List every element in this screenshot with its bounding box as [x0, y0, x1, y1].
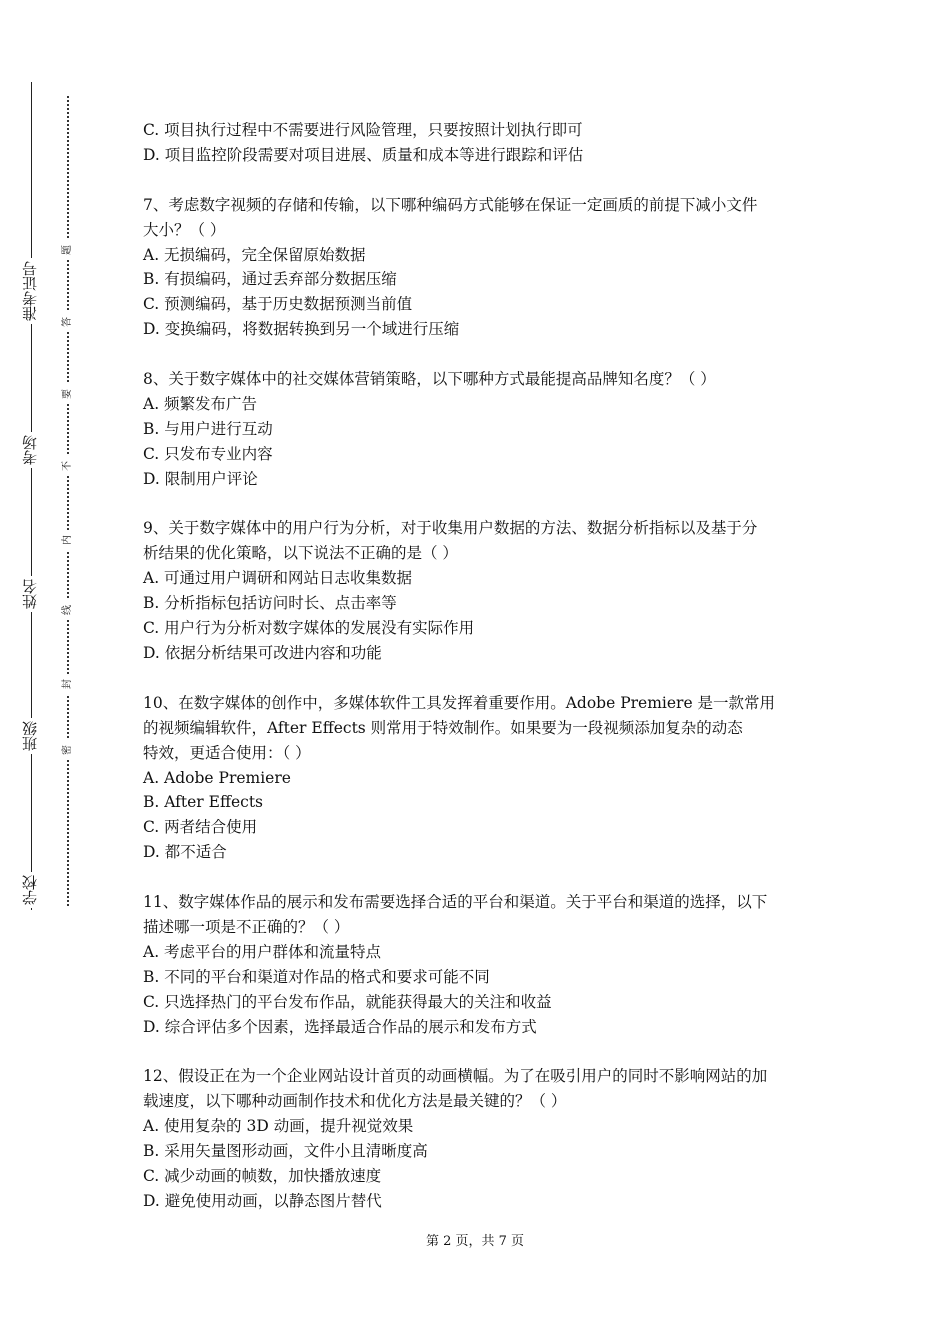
- question-12: [143, 1064, 813, 1213]
- question-stem: 载速度，以下哪种动画制作技术和优化方法是最关键的？（ ）: [143, 1092, 567, 1111]
- question-9: [143, 516, 813, 665]
- option-line: D. 限制用户评论: [143, 469, 258, 488]
- question-11: [143, 890, 813, 1039]
- option-line: B. 采用矢量图形动画，文件小且清晰度高: [143, 1142, 428, 1161]
- option-line: C. 用户行为分析对数字媒体的发展没有实际作用: [143, 619, 475, 638]
- question-stem: 大小？（ ）: [143, 220, 226, 239]
- option-line: A. 可通过用户调研和网站日志收集数据: [143, 569, 413, 588]
- margin-label-school: 学校: [22, 872, 44, 908]
- question-8: [143, 367, 813, 492]
- option-line: C. 预测编码，基于历史数据预测当前值: [143, 295, 413, 314]
- seal-char: 封: [62, 674, 74, 694]
- question-stem: 10、在数字媒体的创作中，多媒体软件工具发挥着重要作用。Adobe Premiere 是一款常用: [143, 693, 776, 712]
- question-content: [143, 118, 813, 1214]
- seal-char: 要: [62, 384, 74, 404]
- option-line: B. After Effects: [143, 793, 264, 812]
- seal-char: 不: [62, 456, 74, 476]
- question-stem: 的视频编辑软件，After Effects 则常用于特效制作。如果要为一段视频添加复杂的动态: [143, 718, 743, 737]
- margin-label-exam-number: 准考证号: [22, 258, 44, 324]
- question-stem: 11、数字媒体作品的展示和发布需要选择合适的平台和渠道。关于平台和渠道的选择，以下: [143, 893, 768, 912]
- seal-dotted-line: [67, 96, 69, 906]
- question-stem: 8、关于数字媒体中的社交媒体营销策略，以下哪种方式最能提高品牌知名度？（ ）: [143, 370, 716, 389]
- margin-label-name: 姓名: [22, 576, 44, 612]
- question-7: [143, 193, 813, 342]
- question-stem: 描述哪一项是不正确的？（ ）: [143, 917, 350, 936]
- option-line: C. 只发布专业内容: [143, 444, 273, 463]
- option-line: A. 无损编码，完全保留原始数据: [143, 245, 366, 264]
- option-line: D. 项目监控阶段需要对项目进展、质量和成本等进行跟踪和评估: [143, 145, 584, 164]
- question-10: [143, 691, 813, 865]
- option-line: B. 与用户进行互动: [143, 419, 273, 438]
- option-line: B. 分析指标包括访问时长、点击率等: [143, 594, 397, 613]
- binding-margin: [22, 82, 44, 910]
- seal-char: 内: [62, 530, 74, 550]
- seal-char: 答: [62, 312, 74, 332]
- margin-label-class: 班级: [22, 718, 44, 754]
- margin-label-exam-room: 考场: [22, 432, 44, 468]
- question-stem: 12、假设正在为一个企业网站设计首页的动画横幅。为了在吸引用户的同时不影响网站的加: [143, 1067, 768, 1086]
- seal-char: 题: [62, 240, 74, 260]
- option-line: D. 变换编码，将数据转换到另一个域进行压缩: [143, 320, 460, 339]
- question-stem: 特效，更适合使用：（ ）: [143, 743, 311, 762]
- option-line: A. Adobe Premiere: [143, 768, 291, 787]
- seal-char: 密: [62, 740, 74, 760]
- question-stem: 9、关于数字媒体中的用户行为分析，对于收集用户数据的方法、数据分析指标以及基于分: [143, 519, 758, 538]
- page-footer: 第 2 页，共 7 页: [425, 1234, 525, 1249]
- option-line: D. 都不适合: [143, 843, 227, 862]
- option-line: D. 避免使用动画，以静态图片替代: [143, 1191, 382, 1210]
- option-line: A. 使用复杂的 3D 动画，提升视觉效果: [143, 1117, 414, 1136]
- option-line: C. 减少动画的帧数，加快播放速度: [143, 1166, 382, 1185]
- binding-line: [31, 82, 32, 910]
- option-line: C. 只选择热门的平台发布作品，就能获得最大的关注和收益: [143, 992, 552, 1011]
- option-line: B. 不同的平台和渠道对作品的格式和要求可能不同: [143, 967, 490, 986]
- question-stem: 7、考虑数字视频的存储和传输，以下哪种编码方式能够在保证一定画质的前提下减小文件: [143, 195, 758, 214]
- option-line: B. 有损编码，通过丢弃部分数据压缩: [143, 270, 397, 289]
- option-line: C. 两者结合使用: [143, 818, 258, 837]
- option-line: C. 项目执行过程中不需要进行风险管理，只要按照计划执行即可: [143, 121, 583, 139]
- option-line: D. 综合评估多个因素，选择最适合作品的展示和发布方式: [143, 1017, 537, 1036]
- seal-char: 线: [62, 600, 74, 620]
- question-stem: 析结果的优化策略，以下说法不正确的是（ ）: [143, 544, 458, 563]
- option-line: A. 考虑平台的用户群体和流量特点: [143, 942, 382, 961]
- seal-line-column: [58, 96, 78, 906]
- option-line: A. 频繁发布广告: [143, 394, 258, 413]
- option-line: D. 依据分析结果可改进内容和功能: [143, 643, 382, 662]
